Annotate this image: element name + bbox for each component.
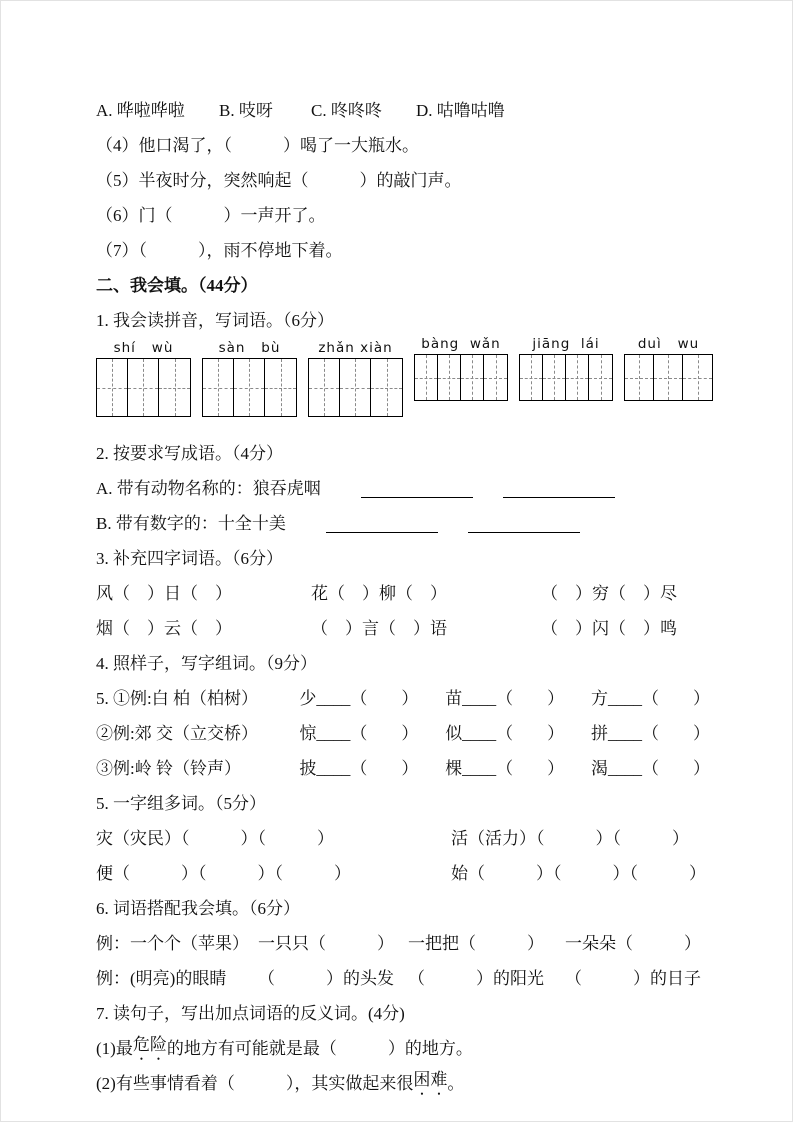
q6-cell: 一只只（ ） xyxy=(258,934,394,953)
q4-item: 拼____（ ） xyxy=(591,724,710,743)
q4-row-2 xyxy=(96,714,710,749)
q4-row-1 xyxy=(96,679,710,714)
writing-grid xyxy=(519,354,613,401)
answer-blank[interactable] xyxy=(326,511,438,533)
writing-cell[interactable] xyxy=(683,355,712,400)
q5-row-1 xyxy=(96,819,710,854)
pinyin-grid-group xyxy=(308,336,403,417)
q7-text: 。 xyxy=(447,1074,465,1093)
q4-item: 惊____（ ） xyxy=(299,724,419,743)
option-a: A. 哗啦哗啦 xyxy=(96,101,185,120)
writing-grid xyxy=(414,354,508,401)
writing-cell[interactable] xyxy=(589,355,612,400)
q7-item-2 xyxy=(96,1064,710,1099)
pinyin-writing-grids xyxy=(96,336,710,434)
writing-grid xyxy=(624,354,713,401)
q6-cell: 例：一个个（苹果） xyxy=(96,934,249,953)
option-b: B. 吱呀 xyxy=(219,101,273,120)
pinyin-label: sàn bù xyxy=(218,340,281,356)
q3-cell: 花（ ）柳（ ） xyxy=(311,584,447,603)
q3-row-1 xyxy=(96,574,710,609)
q6-cell: 一朵朵（ ） xyxy=(565,934,701,953)
option-c: C. 咚咚咚 xyxy=(311,101,382,120)
q6-cell: （ ）的头发 xyxy=(258,969,394,988)
q1-title: 1. 我会读拼音，写词语。（6分） xyxy=(96,311,334,330)
writing-cell[interactable] xyxy=(520,355,543,400)
q4-item: 少____（ ） xyxy=(299,689,419,708)
q4-item: 渴____（ ） xyxy=(591,759,710,778)
writing-grid xyxy=(96,358,191,417)
writing-grid xyxy=(308,358,403,417)
option-d: D. 咕噜咕噜 xyxy=(416,101,505,120)
q4-item: 棵____（ ） xyxy=(445,759,565,778)
writing-cell[interactable] xyxy=(625,355,654,400)
writing-cell[interactable] xyxy=(159,359,190,416)
pinyin-label: bàng wǎn xyxy=(421,336,501,352)
q7-text: 的地方有可能就是最（ ）的地方。 xyxy=(166,1039,473,1058)
writing-cell[interactable] xyxy=(438,355,461,400)
writing-cell[interactable] xyxy=(97,359,128,416)
writing-cell[interactable] xyxy=(415,355,438,400)
writing-cell[interactable] xyxy=(203,359,234,416)
pinyin-grid-group xyxy=(624,336,713,401)
q3-cell: （ ）穷（ ）尽 xyxy=(541,584,677,603)
writing-cell[interactable] xyxy=(654,355,683,400)
q7-dotted-word: 危险 xyxy=(132,1034,167,1054)
writing-cell[interactable] xyxy=(543,355,566,400)
q6-row-1 xyxy=(96,924,710,959)
fill-item-4: （4）他口渴了，（ ）喝了一大瓶水。 xyxy=(96,136,419,155)
pinyin-grid-group xyxy=(414,336,508,401)
pinyin-label: shí wù xyxy=(113,340,174,356)
writing-cell[interactable] xyxy=(461,355,484,400)
q5-cell: 便（ ）（ ）（ ） xyxy=(96,864,351,883)
q3-title: 3. 补充四字词语。（6分） xyxy=(96,549,283,568)
pinyin-label: jiāng lái xyxy=(532,336,600,352)
answer-blank[interactable] xyxy=(361,476,473,498)
writing-cell[interactable] xyxy=(128,359,159,416)
q2-text-animal: A. 带有动物名称的：狼吞虎咽 xyxy=(96,479,321,498)
q6-row-2 xyxy=(96,959,710,994)
q5-cell: 灾（灾民）（ ）（ ） xyxy=(96,829,334,848)
q7-text: (2)有些事情看着（ ），其实做起来很 xyxy=(96,1074,414,1093)
section-two-title: 二、我会填。（44分） xyxy=(96,276,258,295)
q3-cell: （ ）言（ ）语 xyxy=(311,619,447,638)
writing-cell[interactable] xyxy=(340,359,371,416)
answer-blank[interactable] xyxy=(468,511,580,533)
q3-cell: 风（ ）日（ ） xyxy=(96,584,232,603)
q2-line-number xyxy=(96,504,710,539)
q5-cell: 始（ ）（ ）（ ） xyxy=(451,864,706,883)
pinyin-grid-group xyxy=(96,336,191,417)
pinyin-label: duì wu xyxy=(637,336,700,352)
writing-cell[interactable] xyxy=(265,359,296,416)
q7-title: 7. 读句子，写出加点词语的反义词。(4分) xyxy=(96,1004,405,1023)
q4-item: 方____（ ） xyxy=(591,689,710,708)
q2-line-animal xyxy=(96,469,710,504)
pinyin-grid-group xyxy=(519,336,613,401)
q4-title: 4. 照样子，写字组词。（9分） xyxy=(96,654,317,673)
writing-cell[interactable] xyxy=(484,355,507,400)
q5-row-2 xyxy=(96,854,710,889)
writing-cell[interactable] xyxy=(566,355,589,400)
answer-blank[interactable] xyxy=(503,476,615,498)
q3-cell: （ ）闪（ ）鸣 xyxy=(541,619,677,638)
q7-dotted-word: 困难 xyxy=(413,1069,448,1089)
fill-item-7: （7）（ ），雨不停地下着。 xyxy=(96,241,343,260)
q7-item-1 xyxy=(96,1029,710,1064)
worksheet-content xyxy=(96,91,710,1099)
q4-row-3 xyxy=(96,749,710,784)
pinyin-label: zhǎn xiàn xyxy=(318,340,393,356)
q7-text: (1)最 xyxy=(96,1039,133,1058)
q4-example: ②例:郊 交（立交桥） xyxy=(96,724,258,743)
fill-item-5: （5）半夜时分，突然响起（ ）的敲门声。 xyxy=(96,171,462,190)
q6-cell: 例：(明亮)的眼睛 xyxy=(96,969,227,988)
writing-grid xyxy=(202,358,297,417)
q4-item: 苗____（ ） xyxy=(445,689,565,708)
q2-text-number: B. 带有数字的：十全十美 xyxy=(96,514,286,533)
options-row xyxy=(96,91,710,126)
q4-example: ③例:岭 铃（铃声） xyxy=(96,759,241,778)
q4-item: 似____（ ） xyxy=(445,724,565,743)
q6-cell: 一把把（ ） xyxy=(408,934,544,953)
q4-item: 披____（ ） xyxy=(299,759,419,778)
writing-cell[interactable] xyxy=(371,359,402,416)
q3-cell: 烟（ ）云（ ） xyxy=(96,619,232,638)
q5-title: 5. 一字组多词。（5分） xyxy=(96,794,266,813)
q5-cell: 活（活力）（ ）（ ） xyxy=(451,829,689,848)
q4-example: 5. ①例:白 柏（柏树） xyxy=(96,689,258,708)
writing-cell[interactable] xyxy=(309,359,340,416)
q2-title: 2. 按要求写成语。（4分） xyxy=(96,444,283,463)
writing-cell[interactable] xyxy=(234,359,265,416)
q3-row-2 xyxy=(96,609,710,644)
fill-item-6: （6）门（ ）一声开了。 xyxy=(96,206,326,225)
q6-cell: （ ）的日子 xyxy=(565,969,701,988)
q6-cell: （ ）的阳光 xyxy=(408,969,544,988)
pinyin-grid-group xyxy=(202,336,297,417)
q6-title: 6. 词语搭配我会填。（6分） xyxy=(96,899,300,918)
